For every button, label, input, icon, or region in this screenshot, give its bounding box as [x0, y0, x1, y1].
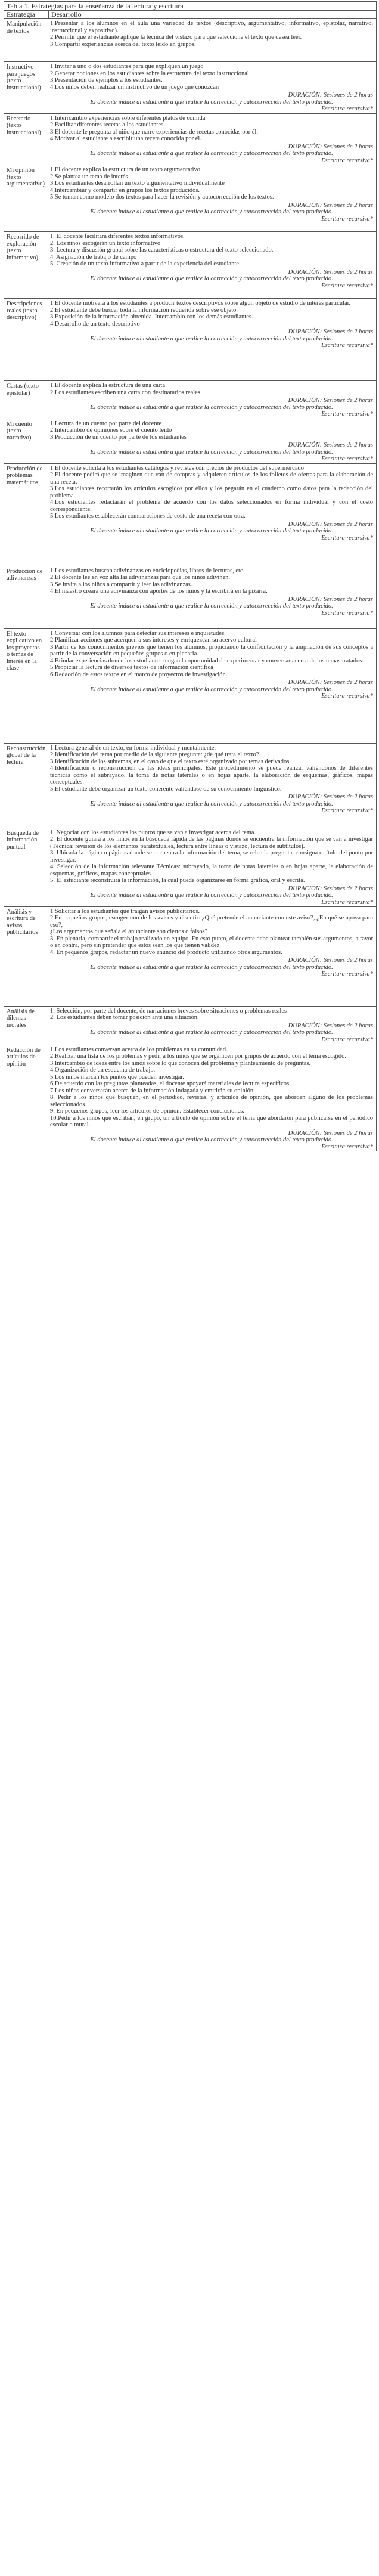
development-step: 1. El docente facilitará diferentes textos informativos.: [50, 233, 185, 240]
correction-note: El docente induce al estudiante a que realice la corrección y autocorrección del texto producido.: [90, 275, 333, 282]
development-step: 4.Motivar al estudiante a escribir una receta conocida por él.: [50, 135, 201, 142]
duration-text: DURACIÓN: Sesiones de 2 horas: [288, 1129, 373, 1137]
strategy-name: Redacción de artículos de opinión: [4, 1045, 46, 1151]
development-step: 1.Conversar con los alumnos para detectar sus intereses e inquietudes.: [50, 630, 226, 637]
table-header: [4, 11, 376, 19]
development-step: 4.Intercambiar y compartir en grupos los textos producidos.: [50, 187, 200, 194]
development-step: 3.Identificación de los subtemas, en el caso de que el texto esté organizado por temas derivados.: [50, 758, 291, 765]
development-cell: [46, 419, 376, 463]
development-step: 1.Presentar a los alumnos en el aula una variedad de textos (descriptivo, argumentativo, informativo, epistolar, narrativo, instruccional y expositivo).: [50, 20, 373, 34]
duration-text: DURACIÓN: Sesiones de 2 horas: [288, 329, 373, 335]
correction-note: El docente induce al estudiante a que realice la corrección y autocorrección del texto producido.: [90, 448, 333, 456]
development-step: 3.El docente le pregunta al niño que narre experiencias de recetas conocidas por él.: [50, 128, 258, 135]
table-row: [4, 464, 376, 566]
recursive-writing-label: Escritura recursiva*: [321, 282, 373, 289]
duration-text: DURACIÓN: Sesiones de 2 horas: [288, 202, 373, 209]
duration-text: DURACIÓN: Sesiones de 2 horas: [288, 1022, 373, 1029]
development-step: 4.Brindar experiencias donde los estudiantes tengan la oportunidad de experimentar y conversar acerca de los temas tratados.: [50, 657, 364, 664]
strategy-name: Búsqueda de información puntual: [4, 828, 46, 906]
session-duration-block: [50, 144, 373, 165]
duration-text: DURACIÓN: Sesiones de 2 horas: [288, 521, 373, 528]
development-cell: [46, 381, 376, 419]
development-step: 3.Intercambio de ideas entre los niños sobre lo que conocen del problema y planteamiento de preguntas.: [50, 1060, 311, 1067]
development-step: 4.Desarrollo de un texto descriptivo: [50, 320, 140, 327]
development-step: 2.Realizar una lista de los problemas y pedir a los niños que se organicen por grupos de acuerdo con el tema escogido.: [50, 1053, 346, 1060]
development-step: 5.Los niños marcan los puntos que pueden investigar.: [50, 1073, 184, 1080]
correction-note: El docente induce al estudiante a que realice la corrección y autocorrección del texto producido.: [90, 1137, 333, 1143]
development-step: 2.Generar nociones en los estudiantes sobre la estructura del texto instruccional.: [50, 70, 251, 77]
development-step: 4.El maestro creará una adivinanza con aportes de los niños y la escribirá en la pizarra.: [50, 588, 268, 595]
correction-note: El docente induce al estudiante a que realice la corrección y autocorrección del texto producido.: [90, 528, 333, 534]
development-cell: [46, 299, 376, 380]
correction-note: El docente induce al estudiante a que realice la corrección y autocorrección del texto producido.: [90, 603, 333, 609]
development-step: 1.Los estudiantes buscan adivinanzas en enciclopedias, libros de lecturas, etc.: [50, 567, 245, 574]
development-step: 2.Facilitar diferentes recetas a los estudiantes: [50, 122, 164, 128]
development-step: 2.Los estudiantes escriben una carta con destinatarios reales: [50, 389, 200, 396]
recursive-writing-label: Escritura recursiva*: [321, 1143, 373, 1150]
duration-text: DURACIÓN: Sesiones de 2 horas: [288, 268, 373, 275]
strategy-name: Recorrido de exploración (texto informativo): [4, 232, 46, 298]
development-step: 5. Creación de un texto informativo a partir de la experiencia del estudiante: [50, 261, 239, 267]
session-duration-block: [50, 442, 373, 463]
strategy-name: Cartas (texto epistolar): [4, 381, 46, 419]
duration-text: DURACIÓN: Sesiones de 2 horas: [288, 143, 373, 150]
development-step: 1.Interrcambio experiencias sobre diferentes platos de comida: [50, 114, 206, 122]
development-step: 6.Redacción de estos textos en el marco de proyectos de investigación.: [50, 671, 228, 678]
development-step: ¿Los argumentos que señala el anunciante son ciertos o falsos?: [50, 928, 208, 935]
development-step: 1.Invitar a uno o dos estudiantes para que expliquen un juego: [50, 63, 204, 70]
duration-text: DURACIÓN: Sesiones de 2 horas: [288, 885, 373, 892]
development-cell: [46, 629, 376, 743]
development-step: 3.Presentación de ejemplos a los estudiantes.: [50, 77, 163, 83]
recursive-writing-label: Escritura recursiva*: [321, 456, 373, 462]
development-step: 4.Organización de un esquema de trabajo.: [50, 1067, 156, 1073]
duration-text: DURACIÓN: Sesiones de 2 horas: [288, 794, 373, 800]
development-step: 3.Compartir experiencias acerca del texto leído en grupos.: [50, 41, 196, 48]
development-step: 4. En pequeños grupos, redactar un nuevo anuncio del producto utilizando otros argumentos.: [50, 949, 282, 956]
development-step: 2. El docente guiará a los niños en la búsqueda rápida de las páginas donde se encuentra la información que se van a investigar (Técnica: revisión de los elementos paratextuales, lectura entre líneas o vistazo, lectura de subtítulos).: [50, 836, 373, 850]
correction-note: El docente induce al estudiante a que realice la corrección y autocorrección del texto producido.: [90, 892, 333, 899]
session-duration-block: [50, 679, 373, 700]
table-row: [4, 381, 376, 419]
recursive-writing-label: Escritura recursiva*: [321, 411, 373, 417]
development-step: 8. Pedir a los niños que busquen, en el periódico, revistas, y artículos de opinión, que aborden alguno de los problemas seleccionados.: [50, 1094, 373, 1108]
session-duration-block: [50, 1023, 373, 1044]
development-cell: [46, 828, 376, 906]
correction-note: El docente induce al estudiante a que realice la corrección y autocorrección del texto producido.: [90, 209, 333, 215]
strategy-name: Reconstrucción global de la lectura: [4, 744, 46, 828]
development-step: 1.El docente explica la estructura de un texto argumentativo.: [50, 166, 202, 173]
development-step: 3. Ubicada la página o páginas donde se encuentra la información del tema, se relee la pregunta, consigna o título del punto por investigar.: [50, 850, 373, 863]
strategy-name: Descripciones reales (texto descriptivo): [4, 299, 46, 380]
strategy-name: Mi opinión (texto argumentativo): [4, 165, 46, 231]
correction-note: El docente induce al estudiante a que realice la corrección y autocorrección del texto producido.: [90, 150, 333, 157]
recursive-writing-label: Escritura recursiva*: [321, 342, 373, 349]
strategies-table: [4, 1, 377, 1151]
session-duration-block: [50, 269, 373, 290]
correction-note: El docente induce al estudiante a que realice la corrección y autocorrección del texto producido.: [90, 335, 333, 342]
development-cell: [46, 744, 376, 828]
column-header-strategy: Estrategia: [4, 11, 49, 18]
development-cell: [46, 19, 376, 61]
table-row: [4, 419, 376, 464]
recursive-writing-label: Escritura recursiva*: [321, 215, 373, 222]
development-step: 3.Exposición de la información obtenida. Intercambio con los demás estudiantes.: [50, 314, 253, 320]
development-step: 3.Se invita a los niños a compartir y leer las adivinanzas.: [50, 581, 192, 588]
development-step: 3.Los estudiantes recortarán los artículos escogidos por ellos y los pegarán en el cuaderno como datos para la redacción del problema.: [50, 485, 373, 499]
strategy-name: Instructivo para juegos (texto instruccional): [4, 62, 46, 113]
development-step: 6.De acuerdo con las preguntas planteadas, el docente apoyará materiales de lectura específicos.: [50, 1080, 291, 1087]
development-cell: [46, 114, 376, 165]
development-step: 3. En plenaria, compartir el trabajo realizado en equipo. En esto punto, el docente debe plantear también sus argumentos, a favor o en contra, pero sin pretender que estos sean los que tienen validez.: [50, 935, 373, 949]
table-row: [4, 1007, 376, 1045]
strategy-name: Mi cuento (texto narrativo): [4, 419, 46, 463]
session-duration-block: [50, 397, 373, 418]
development-step: 2. Los niños escogerán un texto informativo: [50, 240, 161, 247]
development-step: 2.Intercambio de opiniones sobre el cuento leído: [50, 427, 172, 434]
development-step: 3.Los estudiantes desarrollan un texto argumentativo individualmente: [50, 180, 225, 187]
table-row: [4, 744, 376, 828]
development-step: 5.Se toman como modelo dos textos para hacer la revisión y autocorrección de los textos.: [50, 194, 274, 200]
development-step: 1.Lectura general de un texto, en forma individual y mentalmente.: [50, 744, 216, 751]
development-step: 2.El docente lee en voz alta las adivinanzas para que los niños adivinen.: [50, 574, 231, 581]
duration-text: DURACIÓN: Sesiones de 2 horas: [288, 92, 373, 98]
recursive-writing-label: Escritura recursiva*: [321, 1036, 373, 1043]
recursive-writing-label: Escritura recursiva*: [321, 534, 373, 541]
table-row: [4, 299, 376, 381]
development-step: 5.Propiciar la lectura de diversos textos de información científica: [50, 664, 213, 671]
development-cell: [46, 907, 376, 1006]
session-duration-block: [50, 202, 373, 223]
development-step: 4.Los estudiantes redactarán el problema de acuerdo con los datos seleccionados en forma individual y con el costo correspondiente.: [50, 499, 373, 513]
development-step: 2.Se plantea un tema de interés: [50, 173, 128, 180]
correction-note: El docente induce al estudiante a que realice la corrección y autocorrección del texto producido.: [90, 964, 333, 971]
recursive-writing-label: Escritura recursiva*: [321, 899, 373, 906]
correction-note: El docente induce al estudiante a que realice la corrección y autocorrección del texto producido.: [90, 1029, 333, 1036]
development-cell: [46, 232, 376, 298]
table-row: [4, 566, 376, 629]
table-row: [4, 907, 376, 1007]
strategy-name: Producción de adivinanzas: [4, 566, 46, 628]
table-row: [4, 629, 376, 744]
development-step: 1.Lectura de un cuento por parte del docente: [50, 420, 162, 427]
duration-text: DURACIÓN: Sesiones de 2 horas: [288, 679, 373, 686]
strategy-name: Análisis de dilemas morales: [4, 1007, 46, 1045]
strategy-name: Producción de problemas matemáticos: [4, 464, 46, 566]
development-step: 4.Identificación o reconstrucción de las ideas principales. Este procedimiento se puede realizar valiéndonos de diferentes técnicas como el subrayado, la toma de notas laterales o en hojas aparte, la elaboración de esquemas, gráficos, mapas conceptuales.: [50, 765, 373, 785]
development-cell: [46, 566, 376, 628]
session-duration-block: [50, 794, 373, 815]
session-duration-block: [50, 886, 373, 906]
recursive-writing-label: Escritura recursiva*: [321, 106, 373, 112]
duration-text: DURACIÓN: Sesiones de 2 horas: [288, 596, 373, 603]
session-duration-block: [50, 329, 373, 349]
session-duration-block: [50, 596, 373, 617]
development-step: 3. Lectura y discusión grupal sobre las características o estructura del texto seleccionado.: [50, 247, 274, 253]
development-step: 2.Permitir que el estudiante aplique la técnica del vistazo para que seleccione el texto que desea leer.: [50, 34, 302, 41]
development-step: 2.El docente pedirá que se imaginen que van de compras y adquieren artículos de los folletos de ofertas para la elaboración de una receta.: [50, 472, 373, 485]
table-row: [4, 62, 376, 114]
table-row: [4, 114, 376, 166]
table-row: [4, 165, 376, 232]
development-step: 2.Planificar acciones que acerquen a sus intereses y enriquezcan su acervo cultural: [50, 637, 257, 643]
strategy-name: El texto explicativo en los proyectos o temas de interés en la clase: [4, 629, 46, 743]
development-step: 5. El estudiante reconstruirá la información, la cual puede organizarse en forma gráfica, oral y escrita.: [50, 877, 305, 884]
correction-note: El docente induce al estudiante a que realice la corrección y autocorrección del texto producido.: [90, 800, 333, 807]
development-cell: [46, 464, 376, 566]
table-row: [4, 232, 376, 299]
development-step: 4.Los niños deben realizar un instructivo de un juego que conozcan: [50, 83, 219, 91]
session-duration-block: [50, 957, 373, 978]
development-step: 4. Selección de la información relevante Técnicas: subrayado, la toma de notas laterales o en hojas aparte, la elaboración de esquemas, gráficos, mapas conceptuales.: [50, 863, 373, 877]
development-step: 2.El estudiante debe buscar toda la información requerida sobre ese objeto.: [50, 306, 238, 314]
correction-note: El docente induce al estudiante a que realice la corrección y autocorrección del texto producido.: [90, 404, 333, 411]
duration-text: DURACIÓN: Sesiones de 2 horas: [288, 957, 373, 964]
correction-note: El docente induce al estudiante a que realice la corrección y autocorrección del texto producido.: [90, 98, 333, 106]
recursive-writing-label: Escritura recursiva*: [321, 157, 373, 164]
recursive-writing-label: Escritura recursiva*: [321, 807, 373, 814]
development-cell: [46, 62, 376, 113]
strategy-name: Análisis y escritura de avisos publicitarios: [4, 907, 46, 1006]
development-step: 1. Negociar con los estudiantes los puntos que se van a investigar acerca del tema.: [50, 829, 256, 836]
table-row: [4, 828, 376, 907]
development-step: 1.El docente explica la estructura de una carta: [50, 382, 165, 389]
development-step: 5.El estudiante debe organizar un texto coherente valiéndose de su conocimiento lingüístico.: [50, 785, 282, 792]
correction-note: El docente induce al estudiante a que realice la corrección y autocorrección del texto producido.: [90, 686, 333, 693]
table-row: [4, 19, 376, 62]
development-step: 1. Selección, por parte del docente, de narraciones breves sobre situaciones o problemas reales: [50, 1007, 287, 1014]
development-step: 4. Asignación de trabajo de campo: [50, 253, 137, 261]
strategy-name: Recetario (texto instruccional): [4, 114, 46, 165]
session-duration-block: [50, 1130, 373, 1151]
development-step: 7.Los niños conversarán acerca de la información indagada y emitirán su opinión.: [50, 1087, 255, 1094]
recursive-writing-label: Escritura recursiva*: [321, 971, 373, 977]
recursive-writing-label: Escritura recursiva*: [321, 693, 373, 699]
session-duration-block: [50, 521, 373, 542]
development-cell: [46, 165, 376, 231]
strategy-name: Manipulación de textos: [4, 19, 46, 61]
recursive-writing-label: Escritura recursiva*: [321, 609, 373, 617]
column-header-development: Desarrollo: [51, 10, 82, 18]
development-step: 9. En pequeños grupos, leer los artículos de opinión. Establecer conclusiones.: [50, 1108, 245, 1114]
development-step: 2. Los estudiantes deben tomar posición ante una situación.: [50, 1014, 199, 1021]
development-step: 1.Los estudiantes conversan acerca de los problemas en su comunidad.: [50, 1046, 228, 1053]
development-step: 3.Partir de los conocimientos previos que tienen los alumnos, propiciando la confrontación y la ampliación de sus conceptos a partir de la conversación en pequeños grupos o en plenaria.: [50, 643, 373, 657]
development-step: 1.El docente solicita a los estudiantes catálogos y revistas con precios de productos del supermercado: [50, 465, 304, 472]
development-cell: [46, 1007, 376, 1045]
session-duration-block: [50, 92, 373, 113]
duration-text: DURACIÓN: Sesiones de 2 horas: [288, 397, 373, 404]
table-row: [4, 1045, 376, 1151]
development-cell: [46, 1045, 376, 1151]
table-caption: Tabla 1. Estrategias para la enseñanza de la lectura y escritura: [4, 2, 376, 11]
development-step: 1.El docente motivará a los estudiantes a producir textos descriptivos sobre algún objeto de estudio de interés particular.: [50, 300, 351, 306]
development-step: 2.Identificación del tema por medio de la siguiente pregunta: ¿de qué trata el texto?: [50, 751, 259, 758]
development-step: 10.Pedir a los niños que escriban, en grupo, un artículo de opinión sobre el tema que abordaron para publicarse en el periódico escolar o mural.: [50, 1114, 373, 1128]
development-step: 5.Los estudiantes establecerán comparaciones de costo de una receta con otra.: [50, 513, 246, 519]
duration-text: DURACIÓN: Sesiones de 2 horas: [288, 442, 373, 448]
development-step: 2.En pequeños grupos, escoger uno de los avisos y discutir: ¿Qué pretende el anunciante con este aviso?, ¿En qué se apoya para eso?,: [50, 915, 373, 928]
development-step: 3.Producción de un cuento por parte de los estudiantes: [50, 434, 187, 441]
development-step: 1.Solicitar a los estudiantes que traigan avisos publicitarios.: [50, 908, 200, 915]
